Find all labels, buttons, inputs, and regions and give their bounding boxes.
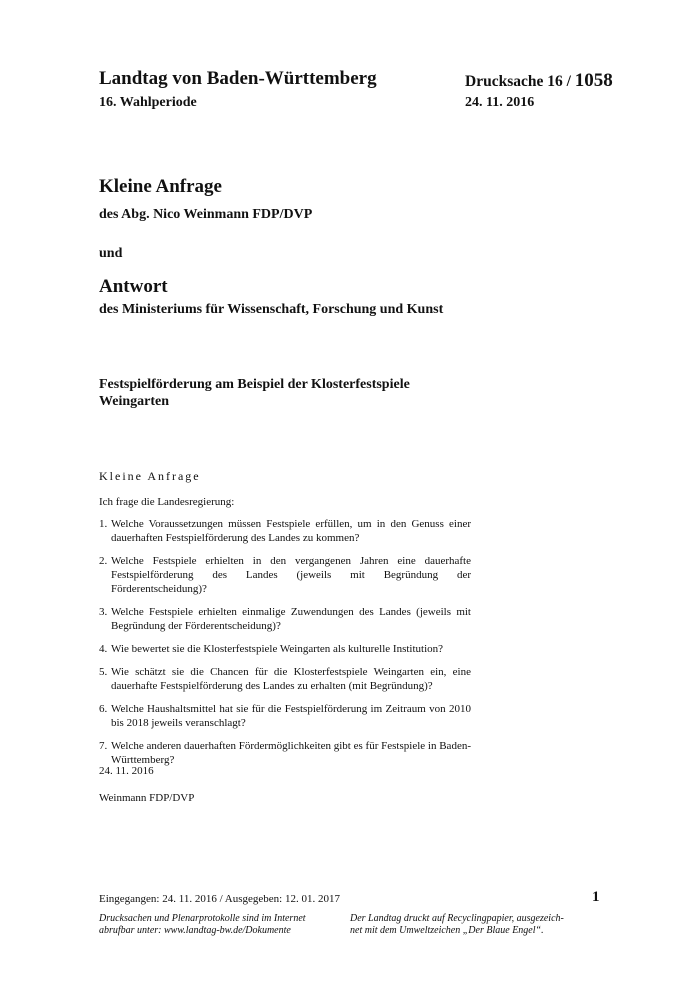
question-number: 7. [99,740,108,752]
section-heading: Kleine Anfrage [99,469,201,483]
drucksache-label [465,70,613,92]
page-number: 1 [592,889,600,905]
drucksache-prefix: Drucksache 16 / [465,73,575,90]
question-list [99,517,471,776]
institution-title: Landtag von Baden-Württemberg [99,68,377,89]
question-number: 1. [99,518,108,530]
footer-right-line-2: net mit dem Umweltzeichen „Der Blaue Engel“. [350,925,544,936]
question-text: Welche Festspiele erhielten in den vergangenen Jahren eine dauerhafte Festspielförderung des Landes (jeweils mit Begründung der Förderentscheidung)? [111,555,471,595]
question-text: Welche Haushaltsmittel hat sie für die Festspielförderung im Zeitraum von 2010 bis 2018 jeweils veranschlagt? [111,703,471,729]
footer-left-line-2: abrufbar unter: www.landtag-bw.de/Dokumente [99,925,291,936]
question-text: Welche Festspiele erhielten einmalige Zuwendungen des Landes (jeweils mit Begründung der Förderentscheidung)? [111,606,471,632]
connector-text: und [99,246,123,261]
drucksache-number: 1058 [574,70,613,91]
footer-right-line-1: Der Landtag druckt auf Recyclingpapier, ausgezeich- [350,913,564,924]
footer-right-note [350,913,580,937]
question-number: 3. [99,606,108,618]
question-number: 4. [99,643,108,655]
question-text: Welche anderen dauerhaften Fördermöglichkeiten gibt es für Festspiele in Baden-Württemberg? [111,740,471,766]
topic-line-2: Weingarten [99,394,169,409]
question-item [99,642,471,656]
question-number: 2. [99,555,108,567]
footer-left-line-1: Drucksachen und Plenarprotokolle sind im Internet [99,913,306,924]
question-date: 24. 11. 2016 [99,765,154,777]
author-line: des Abg. Nico Weinmann FDP/DVP [99,207,313,222]
topic-line-1: Festspielförderung am Beispiel der Klosterfestspiele [99,377,410,392]
question-item [99,554,471,596]
question-text: Welche Voraussetzungen müssen Festspiele erfüllen, um in den Genuss einer dauerhaften Festspielförderung des Landes zu kommen? [111,518,471,544]
footer-left-note [99,913,329,937]
question-item [99,605,471,633]
document-type-title: Kleine Anfrage [99,176,222,197]
header-date: 24. 11. 2016 [465,95,535,110]
question-item [99,702,471,730]
question-item [99,665,471,693]
question-number: 5. [99,666,108,678]
question-item [99,739,471,767]
intro-text: Ich frage die Landesregierung: [99,496,235,508]
question-number: 6. [99,703,108,715]
election-period: 16. Wahlperiode [99,95,197,110]
answer-title: Antwort [99,276,168,297]
ministry-line: des Ministeriums für Wissenschaft, Forschung und Kunst [99,302,444,317]
question-text: Wie bewertet sie die Klosterfestspiele Weingarten als kulturelle Institution? [111,643,444,655]
signature: Weinmann FDP/DVP [99,792,195,804]
received-line: Eingegangen: 24. 11. 2016 / Ausgegeben: 12. 01. 2017 [99,893,340,905]
topic-title [99,376,479,410]
question-text: Wie schätzt sie die Chancen für die Klosterfestspiele Weingarten ein, eine dauerhafte Festspielförderung des Landes zu erhalten (mit Begründung)? [111,666,471,692]
question-item [99,517,471,545]
